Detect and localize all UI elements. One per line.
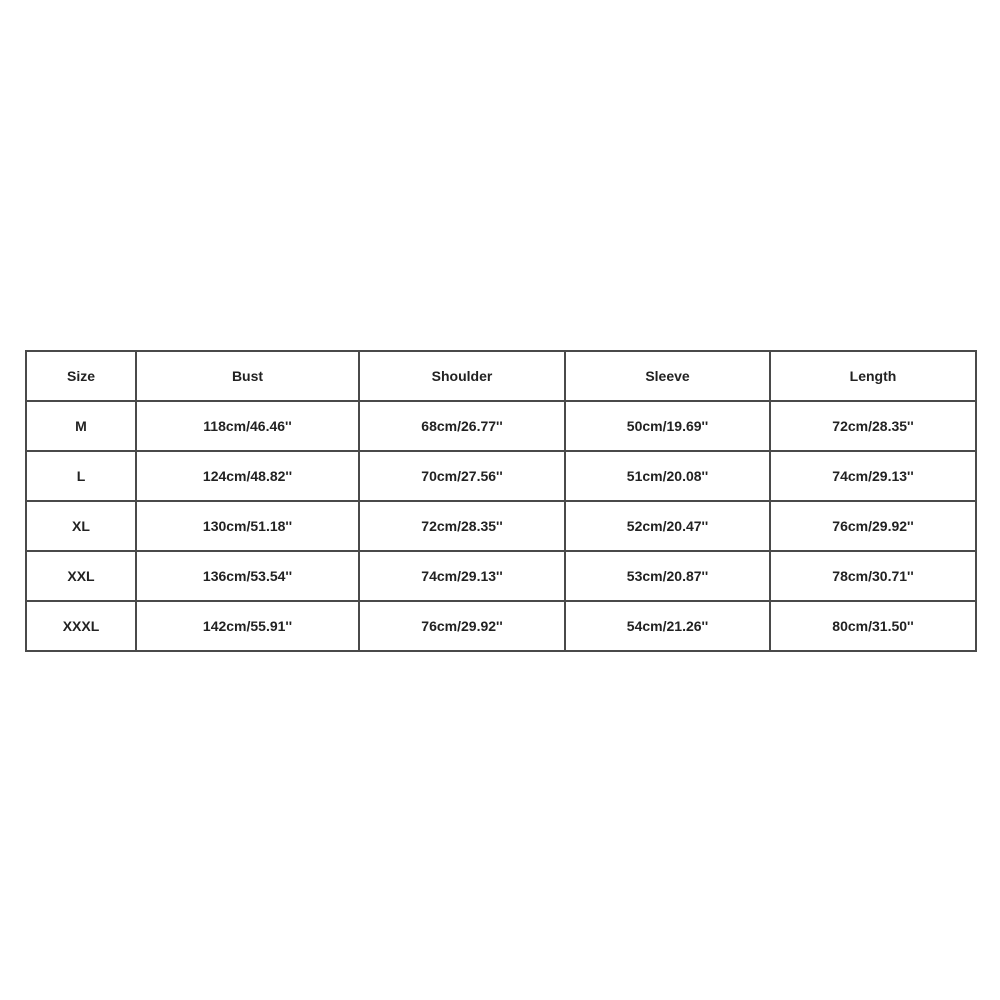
cell-sleeve: 53cm/20.87'' (565, 551, 770, 601)
cell-bust: 130cm/51.18'' (136, 501, 359, 551)
cell-shoulder: 74cm/29.13'' (359, 551, 565, 601)
cell-length: 76cm/29.92'' (770, 501, 976, 551)
cell-size: M (26, 401, 136, 451)
table-row (26, 501, 976, 551)
cell-bust: 118cm/46.46'' (136, 401, 359, 451)
cell-shoulder: 68cm/26.77'' (359, 401, 565, 451)
header-shoulder: Shoulder (359, 351, 565, 401)
cell-bust: 136cm/53.54'' (136, 551, 359, 601)
cell-sleeve: 52cm/20.47'' (565, 501, 770, 551)
header-length: Length (770, 351, 976, 401)
cell-size: XXL (26, 551, 136, 601)
cell-length: 74cm/29.13'' (770, 451, 976, 501)
cell-length: 80cm/31.50'' (770, 601, 976, 651)
cell-shoulder: 76cm/29.92'' (359, 601, 565, 651)
cell-sleeve: 51cm/20.08'' (565, 451, 770, 501)
cell-shoulder: 70cm/27.56'' (359, 451, 565, 501)
table-row (26, 401, 976, 451)
header-row (26, 351, 976, 401)
cell-size: L (26, 451, 136, 501)
table-row (26, 551, 976, 601)
cell-shoulder: 72cm/28.35'' (359, 501, 565, 551)
header-bust: Bust (136, 351, 359, 401)
cell-length: 72cm/28.35'' (770, 401, 976, 451)
cell-size: XL (26, 501, 136, 551)
cell-sleeve: 50cm/19.69'' (565, 401, 770, 451)
cell-length: 78cm/30.71'' (770, 551, 976, 601)
cell-size: XXXL (26, 601, 136, 651)
size-chart-table (25, 350, 977, 652)
cell-bust: 124cm/48.82'' (136, 451, 359, 501)
cell-sleeve: 54cm/21.26'' (565, 601, 770, 651)
cell-bust: 142cm/55.91'' (136, 601, 359, 651)
header-sleeve: Sleeve (565, 351, 770, 401)
table-row (26, 451, 976, 501)
table-row (26, 601, 976, 651)
header-size: Size (26, 351, 136, 401)
